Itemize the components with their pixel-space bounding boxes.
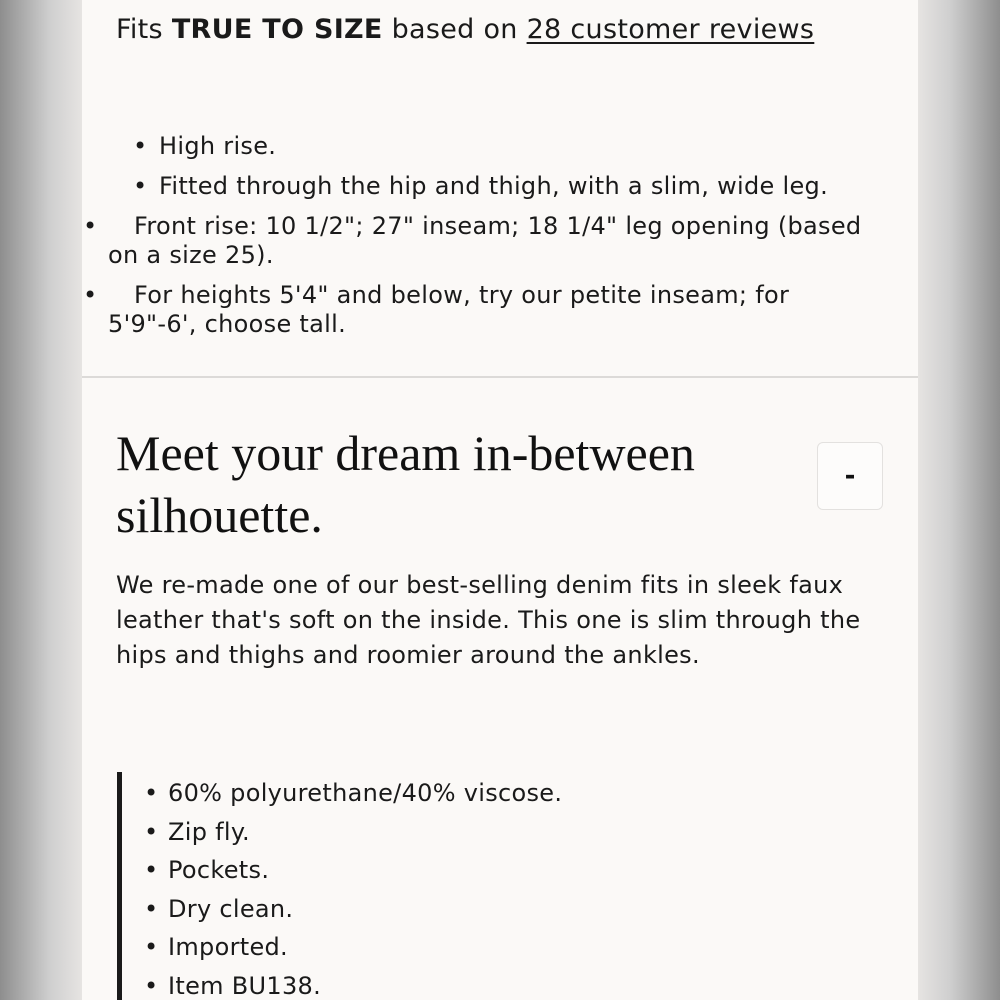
list-item-text: Dry clean. bbox=[168, 894, 294, 923]
list-item-text: Item BU138. bbox=[168, 971, 322, 1000]
list-item bbox=[133, 172, 873, 201]
bullet-icon: • bbox=[144, 779, 159, 807]
list-item bbox=[133, 132, 873, 161]
bullet-icon: • bbox=[83, 281, 98, 309]
list-item-text: Imported. bbox=[168, 933, 288, 962]
list-item bbox=[83, 281, 808, 339]
section-title: Meet your dream in-between silhouette. bbox=[116, 425, 695, 543]
minus-icon: - bbox=[844, 461, 856, 491]
bullet-icon: • bbox=[144, 933, 159, 962]
details-accent-bar bbox=[117, 772, 122, 1000]
list-item-text: Zip fly. bbox=[168, 817, 250, 846]
list-item bbox=[144, 779, 562, 808]
list-item-text: For heights 5'4" and below, try our petite inseam; for 5'9"-6', choose tall. bbox=[108, 281, 790, 338]
fit-summary-prefix: Fits bbox=[116, 14, 163, 45]
bullet-icon: • bbox=[133, 172, 148, 200]
section-description: We re-made one of our best-selling denim fits in sleek faux leather that's soft on the inside. This one is slim through the hips and thighs and roomier around the ankles. bbox=[116, 571, 861, 669]
bullet-icon: • bbox=[144, 894, 159, 923]
list-item bbox=[83, 212, 873, 270]
fit-rating: TRUE TO SIZE bbox=[171, 14, 383, 45]
list-item bbox=[144, 933, 562, 962]
bullet-icon: • bbox=[144, 971, 159, 1000]
list-item-text: Pockets. bbox=[168, 856, 270, 885]
list-item bbox=[144, 818, 562, 847]
customer-reviews-link[interactable]: 28 customer reviews bbox=[526, 14, 815, 45]
bullet-icon: • bbox=[144, 817, 159, 846]
list-item bbox=[144, 895, 562, 924]
list-item-text: Fitted through the hip and thigh, with a slim, wide leg. bbox=[159, 172, 829, 200]
bullet-icon: • bbox=[144, 856, 159, 885]
collapse-toggle-button[interactable] bbox=[817, 442, 883, 510]
list-item bbox=[144, 856, 562, 885]
fit-summary bbox=[116, 14, 814, 45]
list-item bbox=[144, 972, 562, 1000]
bullet-icon: • bbox=[83, 212, 98, 240]
product-details-list bbox=[144, 779, 562, 1000]
list-item-text: Front rise: 10 1/2"; 27" inseam; 18 1/4" leg opening (based on a size 25). bbox=[108, 212, 862, 269]
fit-summary-middle: based on bbox=[391, 14, 518, 45]
fit-details-list bbox=[83, 132, 873, 350]
list-item-text: High rise. bbox=[159, 132, 277, 160]
list-item-text: 60% polyurethane/40% viscose. bbox=[168, 779, 563, 807]
bullet-icon: • bbox=[133, 132, 148, 160]
section-divider bbox=[82, 376, 918, 378]
product-details-panel bbox=[82, 0, 918, 1000]
